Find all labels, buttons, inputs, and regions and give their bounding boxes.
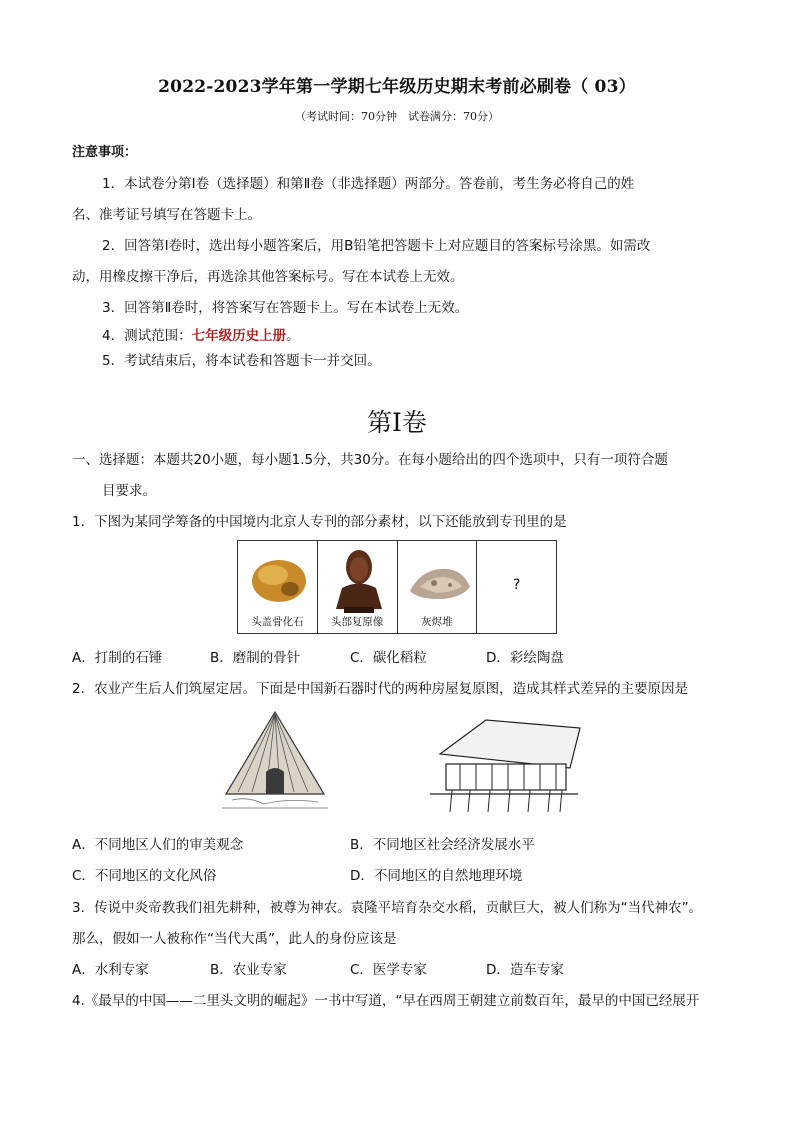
question-3-stem-b: 那么，假如一人被称作“当代大禹”，此人的身份应该是: [72, 931, 397, 947]
head-restoration-cell: [318, 541, 398, 633]
thatched-hut-image: [218, 708, 332, 824]
notice-item-5: 5．考试结束后，将本试卷和答题卡一并交回。: [102, 353, 381, 369]
q2-option-d: D．不同地区的自然地理环境: [350, 868, 523, 884]
q2-option-c: C．不同地区的文化风俗: [72, 868, 217, 884]
q2-option-a: A．不同地区人们的审美观念: [72, 837, 244, 853]
question-2-stem: 2．农业产生后人们筑屋定居。下面是中国新石器时代的两种房屋复原图，造成其样式差异的主要原因是: [72, 681, 689, 697]
section-intro-a: 一、选择题：本题共20小题，每小题1.5分，共30分。在每小题给出的四个选项中，只有一项符合题: [72, 452, 668, 468]
section-title: 第Ⅰ卷: [367, 408, 427, 437]
skull-fossil-image: [240, 547, 318, 617]
q1-option-c: C．碳化稻粒: [350, 650, 427, 666]
notice-item-3: 3．回答第Ⅱ卷时，将答案写在答题卡上。写在本试卷上无效。: [102, 300, 469, 316]
notice-item-4-suffix: 。: [286, 328, 300, 344]
q1-option-b: B．磨制的骨针: [210, 650, 301, 666]
ash-pile-image: [400, 549, 478, 619]
q1-option-a: A．打制的石锤: [72, 650, 163, 666]
caption-skull-fossil: 头盖骨化石: [251, 616, 304, 628]
head-restoration-image: [320, 543, 398, 615]
q3-option-c: C．医学专家: [350, 962, 427, 978]
question-4-stem: 4.《最早的中国——二里头文明的崛起》一书中写道，“早在西周王朝建立前数百年，最早的中国已经展开: [72, 993, 700, 1009]
notice-item-4-prefix: 4．测试范围：: [102, 328, 192, 344]
unknown-material-cell: [477, 541, 556, 633]
test-scope: 七年级历史上册: [191, 328, 287, 344]
q2-option-b: B．不同地区社会经济发展水平: [350, 837, 535, 853]
exam-info: （考试时间：70分钟 试卷满分：70分）: [295, 110, 499, 123]
stilt-house-image: [420, 714, 588, 818]
q3-option-b: B．农业专家: [210, 962, 287, 978]
notice-heading: 注意事项：: [72, 145, 138, 160]
question-3-stem-a: 3．传说中炎帝教我们祖先耕种，被尊为神农。袁隆平培育杂交水稻，贡献巨大，被人们称为“当代神农”。: [72, 900, 703, 916]
caption-ash-pile: 灰烬堆: [421, 616, 453, 628]
notice-item-1a: 1．本试卷分第Ⅰ卷（选择题）和第Ⅱ卷（非选择题）两部分。答卷前，考生务必将自己的姓: [102, 176, 635, 192]
notice-item-1b: 名、准考证号填写在答题卡上。: [72, 207, 261, 223]
skull-fossil-cell: [238, 541, 318, 633]
notice-item-2a: 2．回答第Ⅰ卷时，选出每小题答案后，用B铅笔把答题卡上对应题目的答案标号涂黑。如需改: [102, 238, 651, 254]
notice-item-2b: 动，用橡皮擦干净后，再选涂其他答案标号。写在本试卷上无效。: [72, 269, 464, 285]
q3-option-a: A．水利专家: [72, 962, 149, 978]
notice-item-4: [102, 324, 300, 344]
caption-head-restoration: 头部复原像: [330, 616, 384, 628]
question-1-stem: 1．下图为某同学筹备的中国境内北京人专刊的部分素材，以下还能放到专刊里的是: [72, 514, 567, 530]
ash-pile-cell: [398, 541, 478, 633]
q3-option-d: D．造车专家: [486, 962, 564, 978]
q1-option-d: D．彩绘陶盘: [486, 650, 564, 666]
question-1-image-table: [237, 540, 557, 634]
question-mark: ?: [512, 577, 521, 593]
section-intro-b: 目要求。: [102, 483, 156, 499]
page-title: 2022-2023学年第一学期七年级历史期末考前必刷卷（ 03）: [158, 77, 636, 97]
